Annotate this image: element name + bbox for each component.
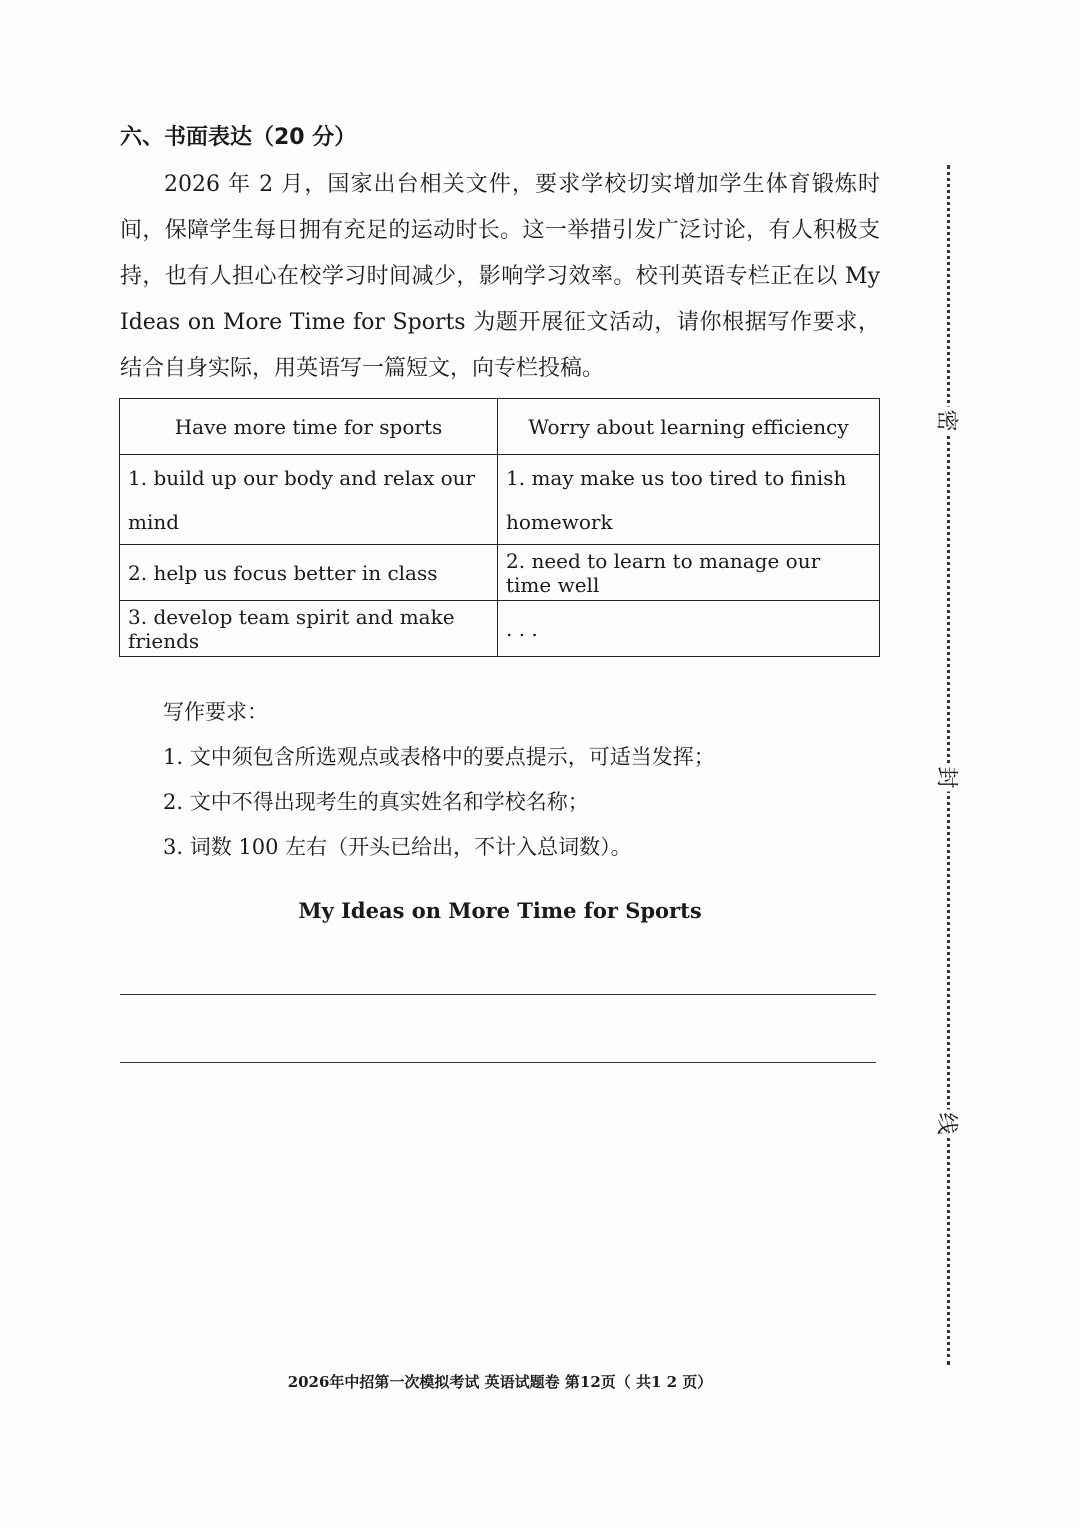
writing-prompt bbox=[120, 162, 880, 392]
page-footer: 2026年中招第一次模拟考试 英语试题卷 第12页（ 共1 2 页） bbox=[287, 1373, 713, 1391]
table-cell: 3. develop team spirit and make friends bbox=[120, 601, 498, 657]
list-item: 2. 文中不得出现考生的真实姓名和学校名称； bbox=[163, 790, 589, 814]
table-header-row bbox=[120, 399, 880, 455]
requirements-list bbox=[163, 690, 715, 870]
binding-char-feng: 封 bbox=[933, 764, 964, 792]
writing-line[interactable] bbox=[120, 994, 876, 995]
table-row bbox=[120, 545, 880, 601]
table-cell: 1. build up our body and relax our mind bbox=[120, 455, 498, 545]
requirements-heading: 写作要求： bbox=[163, 700, 268, 724]
list-item: 3. 词数 100 左右（开头已给出，不计入总词数）。 bbox=[163, 835, 632, 859]
table-row bbox=[120, 455, 880, 545]
binding-char-xian: 线 bbox=[933, 1110, 964, 1138]
header-support: Have more time for sports bbox=[120, 399, 498, 455]
table-cell: 2. help us focus better in class bbox=[120, 545, 498, 601]
table-cell: 1. may make us too tired to finish homework bbox=[498, 455, 880, 545]
header-worry: Worry about learning efficiency bbox=[498, 399, 880, 455]
points-table bbox=[119, 398, 880, 657]
table-cell: . . . bbox=[498, 601, 880, 657]
writing-line[interactable] bbox=[120, 1062, 876, 1063]
table-row bbox=[120, 601, 880, 657]
section-title: 六、书面表达（20 分） bbox=[120, 125, 357, 150]
essay-title: My Ideas on More Time for Sports bbox=[298, 898, 702, 923]
list-item: 1. 文中须包含所选观点或表格中的要点提示，可适当发挥； bbox=[163, 745, 715, 769]
prompt-text: 2026 年 2 月，国家出台相关文件，要求学校切实增加学生体育锻炼时间，保障学生每日拥有充足的运动时长。这一举措引发广泛讨论，有人积极支持，也有人担心在校学习时间减少，影响学习效率。校刊英语专栏正在以 My Ideas on More Time for Sports 为题开展征文活动，请你根据写作要求，结合自身实际，用英语写一篇短文，向专栏投稿。 bbox=[120, 172, 880, 381]
binding-char-mi: 密 bbox=[933, 407, 964, 435]
table-cell: 2. need to learn to manage our time well bbox=[498, 545, 880, 601]
